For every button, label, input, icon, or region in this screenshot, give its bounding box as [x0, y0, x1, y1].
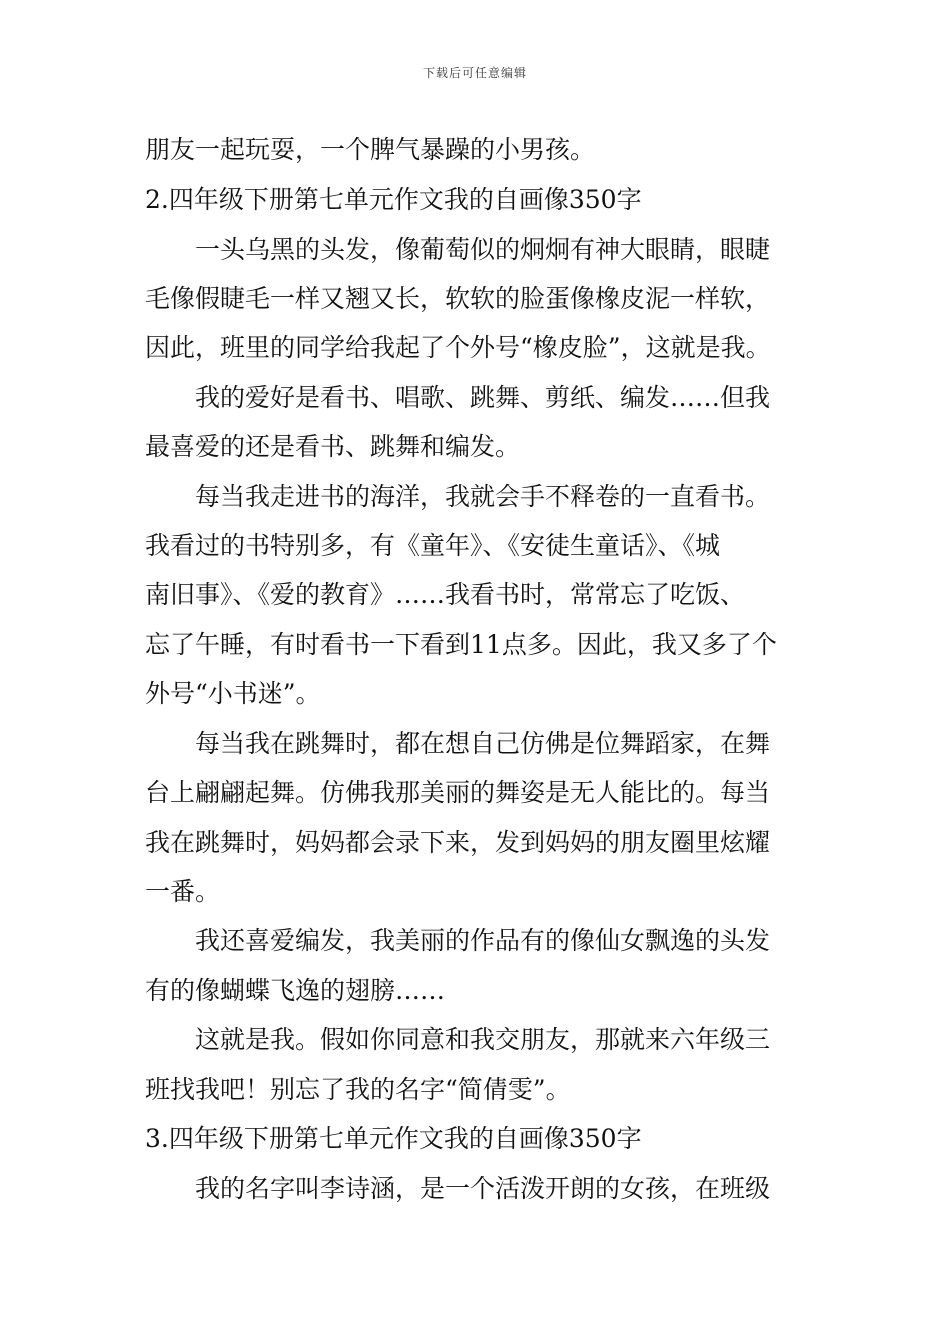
- page-header: 下载后可任意编辑: [422, 66, 527, 80]
- text-line: 外号“小书迷”。: [145, 679, 321, 708]
- text-line: 我看过的书特别多，有《童年》、《安徒生童话》、《城: [145, 531, 721, 560]
- text-line: 有的像蝴蝶飞逸的翅膀……: [145, 976, 446, 1005]
- text-line: 我在跳舞时，妈妈都会录下来，发到妈妈的朋友圈里炫耀: [145, 828, 771, 857]
- text-line: 一头乌黑的头发，像葡萄似的炯炯有神大眼睛，眼睫: [195, 235, 771, 264]
- text-line: 这就是我。假如你同意和我交朋友，那就来六年级三: [195, 1025, 771, 1054]
- section-heading: 2.四年级下册第七单元作文我的自画像350字: [145, 185, 642, 214]
- text-line: 我的爱好是看书、唱歌、跳舞、剪纸、编发……但我: [195, 383, 771, 412]
- text-line: 毛像假睫毛一样又翘又长，软软的脸蛋像橡皮泥一样软，: [145, 284, 771, 313]
- text-line: 台上翩翩起舞。仿佛我那美丽的舞姿是无人能比的。每当: [145, 778, 771, 807]
- text-line: 每当我在跳舞时，都在想自己仿佛是位舞蹈家，在舞: [195, 729, 771, 758]
- text-line: 忘了午睡，有时看书一下看到11点多。因此，我又多了个: [145, 630, 777, 659]
- text-line: 朋友一起玩耍，一个脾气暴躁的小男孩。: [145, 135, 596, 164]
- section-heading: 3.四年级下册第七单元作文我的自画像350字: [145, 1124, 642, 1153]
- text-line: 一番。: [145, 877, 221, 906]
- text-line: 我的名字叫李诗涵，是一个活泼开朗的女孩，在班级: [195, 1174, 771, 1203]
- text-line: 班找我吧！别忘了我的名字“简倩雯”。: [145, 1075, 571, 1104]
- text-line: 因此，班里的同学给我起了个外号“橡皮脸”，这就是我。: [145, 333, 771, 362]
- text-line: 我还喜爱编发，我美丽的作品有的像仙女飘逸的头发: [195, 926, 771, 955]
- text-line: 最喜爱的还是看书、跳舞和编发。: [145, 432, 521, 461]
- text-line: 南旧事》、《爱的教育》……我看书时，常常忘了吃饭、: [145, 580, 746, 609]
- text-line: 每当我走进书的海洋，我就会手不释卷的一直看书。: [195, 482, 771, 511]
